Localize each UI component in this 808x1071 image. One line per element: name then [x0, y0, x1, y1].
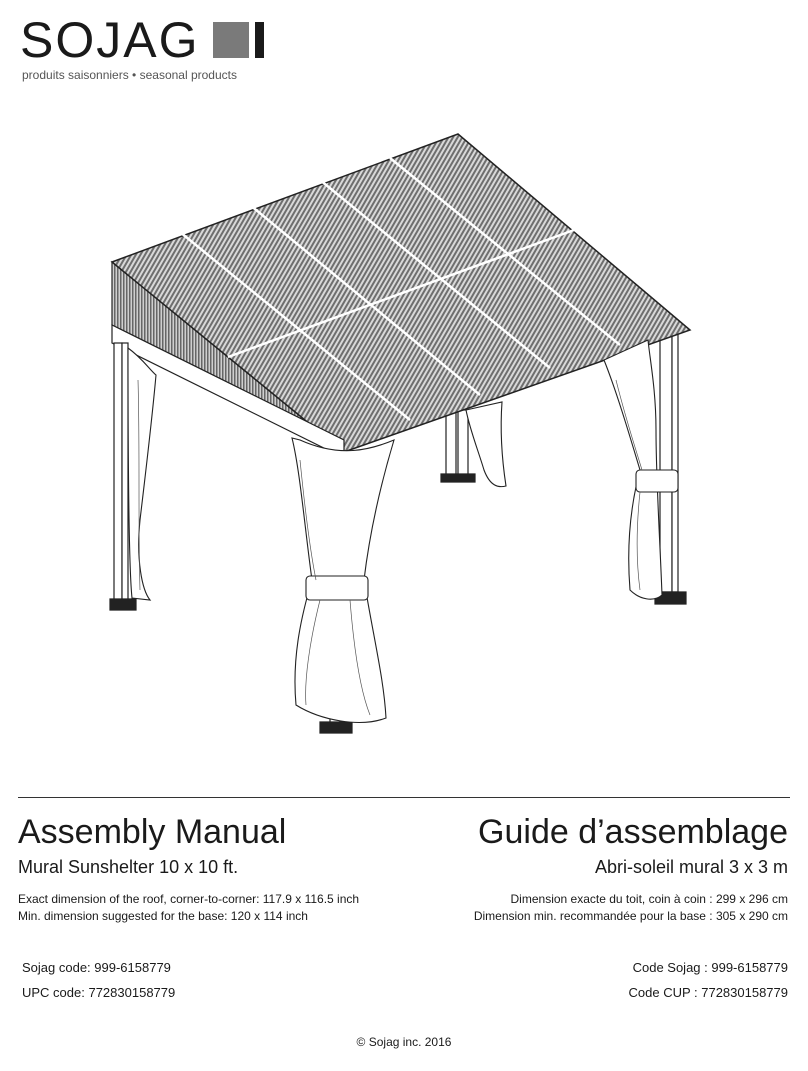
dimensions-french [474, 891, 788, 925]
brand-tagline: produits saisonniers • seasonal products [22, 68, 237, 82]
sojag-code-french: Code Sojag : 999-6158779 [632, 960, 788, 975]
base-dimension-french: Dimension min. recommandée pour la base : 305 x 290 cm [473, 909, 788, 923]
base-dimension-english: Min. dimension suggested for the base: 120 x 114 inch [18, 909, 308, 923]
divider [18, 797, 790, 798]
copyright: © Sojag inc. 2016 [356, 1035, 452, 1049]
logo-wordmark: SOJAG [20, 12, 200, 68]
sojag-code-english: Sojag code: 999-6158779 [22, 960, 171, 975]
brand-logo [20, 14, 264, 66]
title-english: Assembly Manual [18, 813, 287, 851]
roof-dimension-english: Exact dimension of the roof, corner-to-corner: 117.9 x 116.5 inch [18, 892, 360, 906]
upc-code-french: Code CUP : 772830158779 [628, 985, 788, 1000]
logo-mark-icon [213, 22, 264, 58]
dimensions-english [18, 891, 359, 925]
subtitle-french: Abri-soleil mural 3 x 3 m [594, 857, 788, 877]
subtitle-english: Mural Sunshelter 10 x 10 ft. [18, 857, 239, 877]
title-french: Guide d’assemblage [478, 813, 788, 851]
roof-dimension-french: Dimension exacte du toit, coin à coin : 299 x 296 cm [510, 892, 788, 906]
upc-code-english: UPC code: 772830158779 [22, 985, 176, 1000]
gazebo-illustration [96, 124, 706, 744]
